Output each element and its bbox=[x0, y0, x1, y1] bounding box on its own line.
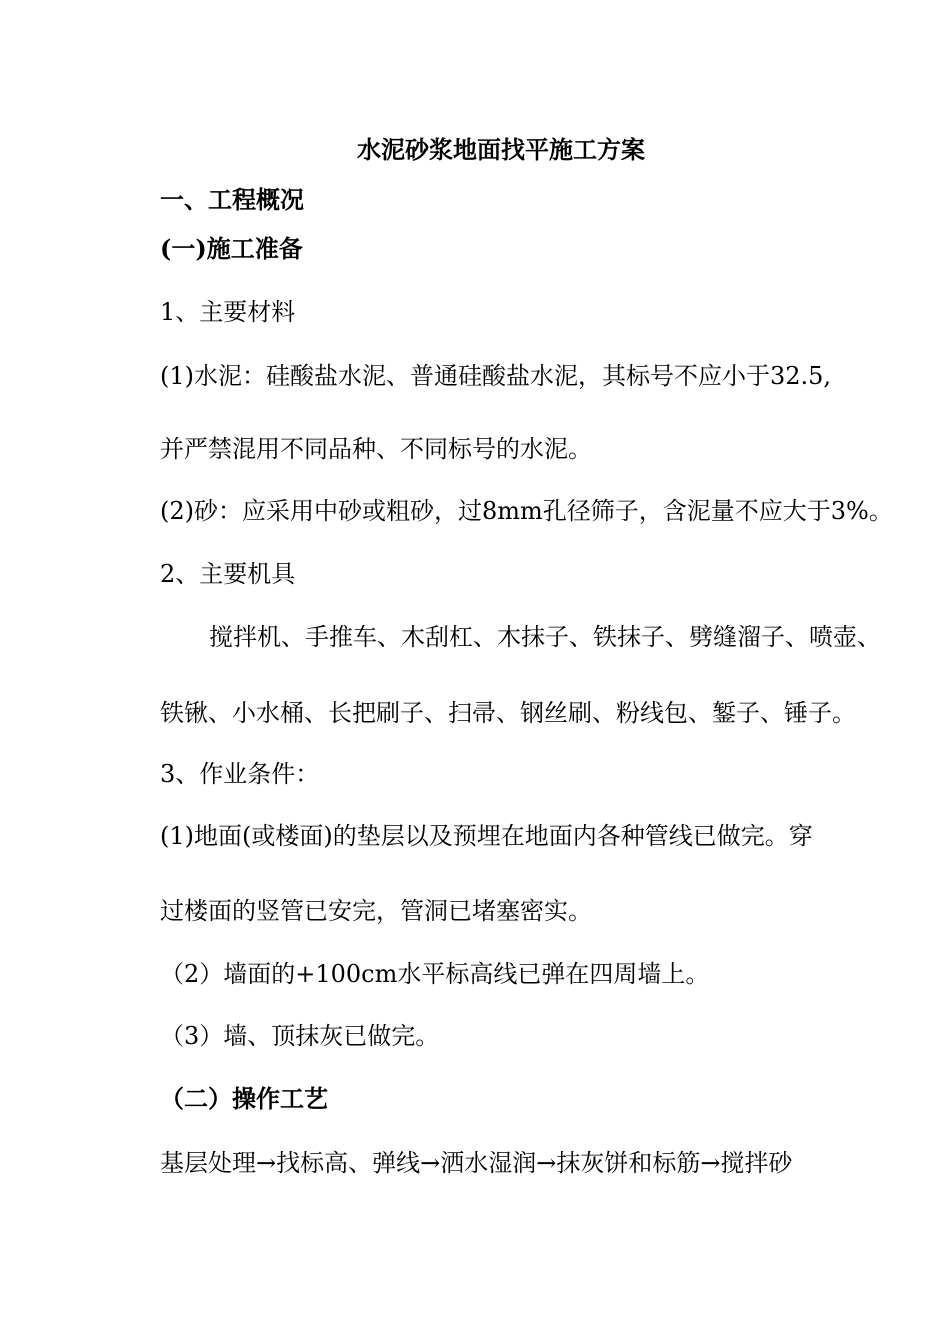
document-title: 水泥砂浆地面找平施工方案 bbox=[357, 135, 645, 164]
subsection-heading: （二）操作工艺 bbox=[160, 1084, 328, 1113]
paragraph-line: 过楼面的竖管已安完，管洞已堵塞密实。 bbox=[160, 897, 592, 925]
paragraph-line: （2）墙面的+100cm水平标高线已弹在四周墙上。 bbox=[160, 960, 710, 988]
item-heading: 1、主要材料 bbox=[160, 298, 296, 326]
paragraph-line: (1)水泥：硅酸盐水泥、普通硅酸盐水泥，其标号不应小于32.5, bbox=[160, 362, 832, 390]
paragraph-line: 铁锹、小水桶、长把刷子、扫帚、钢丝刷、粉线包、錾子、锤子。 bbox=[160, 699, 856, 727]
paragraph-line: (1)地面(或楼面)的垫层以及预埋在地面内各种管线已做完。穿 bbox=[160, 822, 813, 850]
paragraph-line: （3）墙、顶抹灰已做完。 bbox=[160, 1022, 440, 1050]
item-heading: 2、主要机具 bbox=[160, 560, 296, 588]
paragraph-line: (2)砂：应采用中砂或粗砂，过8mm孔径筛子，含泥量不应大于3%。 bbox=[160, 497, 893, 525]
paragraph-line: 并严禁混用不同品种、不同标号的水泥。 bbox=[160, 435, 592, 463]
section-heading: 一、工程概况 bbox=[160, 185, 304, 214]
subsection-heading: (一)施工准备 bbox=[160, 234, 303, 263]
paragraph-line: 基层处理→找标高、弹线→洒水湿润→抹灰饼和标筋→搅拌砂 bbox=[160, 1149, 793, 1177]
item-heading: 3、作业条件： bbox=[160, 760, 320, 788]
paragraph-line: 搅拌机、手推车、木刮杠、木抹子、铁抹子、劈缝溜子、喷壶、 bbox=[209, 623, 881, 651]
